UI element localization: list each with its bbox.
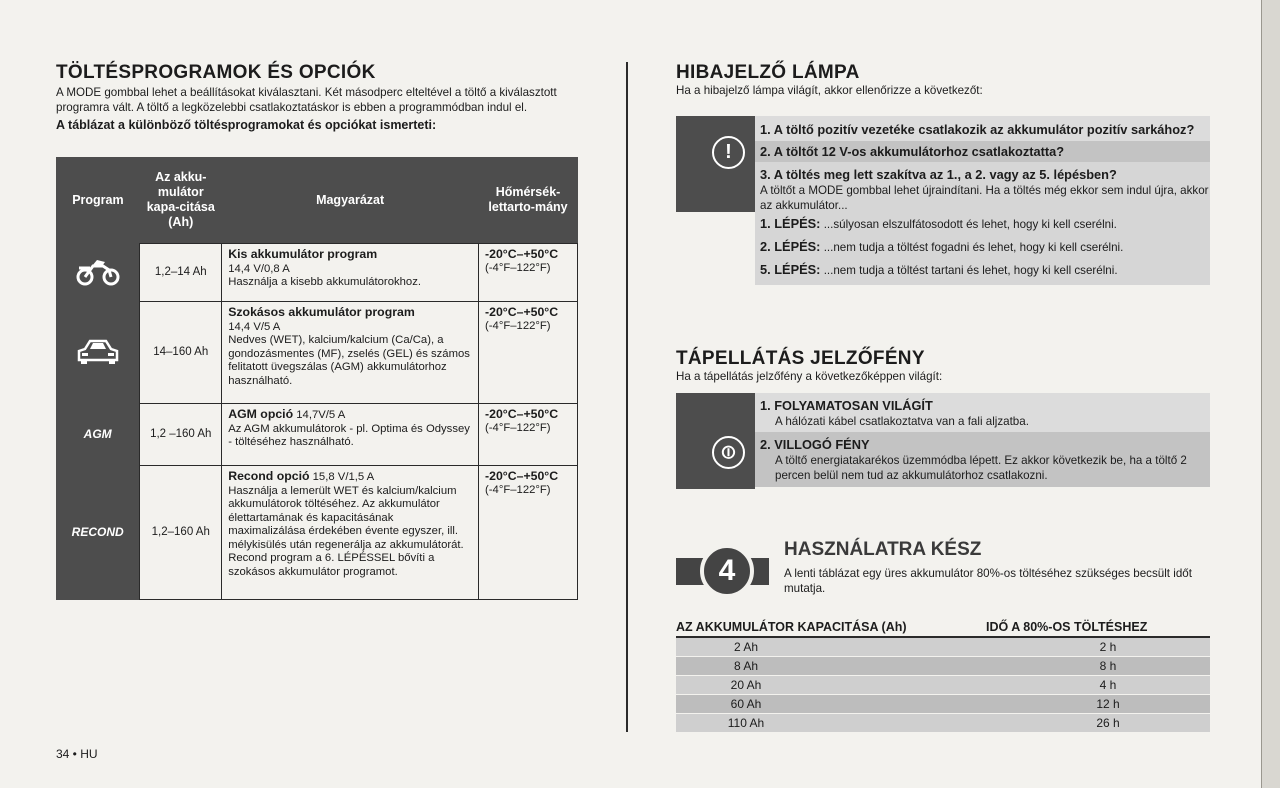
program-label-agm: AGM — [56, 404, 140, 466]
table-row — [56, 244, 578, 302]
step-label: 2. LÉPÉS: — [760, 239, 821, 254]
page-edge — [1261, 0, 1280, 788]
temperature-cell — [479, 404, 578, 466]
row-details: 14,4 V/0,8 A Használja a kisebb akkumulátorokhoz. — [228, 262, 421, 288]
power-item-2-text: A töltő energiatakarékos üzemmódba lépett. Ez akkor következik be, ha a töltő 2 percen belül nem tud az akkumulátorhoz csatlakozni. — [775, 454, 1187, 482]
step-text: ...nem tudja a töltést tartani és lehet, hogy ki kell cserélni. — [823, 264, 1118, 277]
temp-celsius: -20°C–+50°C — [485, 469, 559, 483]
power-lamp-title: TÁPELLÁTÁS JELZŐFÉNY — [676, 348, 925, 369]
table-row — [676, 695, 1210, 714]
power-icon: ⏼ — [712, 436, 745, 469]
ready-text: A lenti táblázat egy üres akkumulátor 80%-os töltéséhez szükséges becsült időt mutatja. — [784, 567, 1192, 595]
program-label-recond: RECOND — [56, 466, 140, 600]
temp-fahrenheit: (-4°F–122°F) — [485, 421, 551, 434]
time-value: 2 h — [986, 637, 1210, 657]
ready-title: HASZNÁLATRA KÉSZ — [784, 539, 982, 560]
check-item-3-text: A töltőt a MODE gombbal lehet újraindítani. Ha a töltés még ekkor sem indul újra, akkor az akkumulátor... — [760, 184, 1209, 212]
capacity-cell: 1,2–14 Ah — [140, 244, 222, 302]
row-details: Az AGM akkumulátorok - pl. Optima és Odyssey - töltéséhez használható. — [228, 422, 470, 448]
table-row — [56, 302, 578, 404]
intro-bold-text: A táblázat a különböző töltésprogramokat és opciókat ismerteti: — [56, 118, 437, 132]
capacity-cell: 1,2 –160 Ah — [140, 404, 222, 466]
time-value: 8 h — [986, 657, 1210, 676]
table-row — [676, 637, 1210, 657]
left-page — [56, 62, 578, 578]
error-lamp-title: HIBAJELZŐ LÁMPA — [676, 62, 860, 83]
capacity-value: 8 Ah — [676, 657, 986, 676]
capacity-value: 20 Ah — [676, 676, 986, 695]
step-text: ...nem tudja a töltést fogadni és lehet, hogy ki kell cserélni. — [823, 241, 1124, 254]
power-item-2-title: 2. VILLOGÓ FÉNY — [760, 437, 870, 452]
right-page — [676, 62, 1210, 730]
table-row — [676, 657, 1210, 676]
capacity-value: 60 Ah — [676, 695, 986, 714]
table-header-row — [56, 157, 578, 244]
step-label: 1. LÉPÉS: — [760, 216, 821, 231]
capacity-cell: 1,2–160 Ah — [140, 466, 222, 600]
row-name-rest: 14,7V/5 A — [293, 409, 346, 421]
power-icon-block — [676, 393, 755, 489]
temperature-cell — [479, 466, 578, 600]
step-row — [755, 213, 1210, 236]
table-row — [56, 466, 578, 600]
error-icon-block — [676, 116, 755, 212]
time-value: 4 h — [986, 676, 1210, 695]
temp-celsius: -20°C–+50°C — [485, 305, 559, 319]
exclamation-icon: ! — [712, 136, 745, 169]
description-cell — [222, 466, 479, 600]
header-temperature: Hőmérsék-lettarto-mány — [479, 157, 578, 244]
header-program: Program — [56, 157, 140, 244]
row-name-rest: 15,8 V/1,5 A — [309, 471, 375, 483]
motorcycle-icon — [75, 256, 121, 286]
header-time: IDŐ A 80%-OS TÖLTÉSHEZ — [986, 618, 1210, 637]
header-description: Magyarázat — [222, 157, 479, 244]
temp-celsius: -20°C–+50°C — [485, 247, 559, 261]
power-lamp-subtitle: Ha a tápellátás jelzőfény a következőképpen világít: — [676, 370, 943, 383]
row-name: Kis akkumulátor program — [228, 247, 378, 261]
error-lamp-subtitle: Ha a hibajelző lámpa világít, akkor ellenőrizze a következőt: — [676, 84, 983, 97]
temp-fahrenheit: (-4°F–122°F) — [485, 483, 551, 496]
check-item-3-title: 3. A töltés meg lett szakítva az 1., a 2. vagy az 5. lépésben? — [760, 167, 1117, 182]
error-checklist — [755, 116, 1210, 285]
charge-time-table — [676, 618, 1210, 732]
row-details: 14,4 V/5 A Nedves (WET), kalcium/kalcium (Ca/Ca), a gondozásmentes (MF), zselés (GEL) és számos felitatott üvegszálas (AGM) akkumulátorhoz használható. — [228, 320, 470, 387]
table-row — [56, 404, 578, 466]
time-value: 12 h — [986, 695, 1210, 714]
program-cell — [56, 302, 140, 404]
intro-text: A MODE gombbal lehet a beállításokat kiválasztani. Két másodperc elteltével a töltő a kiválasztott programra vált. A töltő a legközelebbi csatlakoztatáskor is ebben a programmódban indul el. — [56, 86, 557, 114]
temperature-cell — [479, 302, 578, 404]
error-lamp-box — [676, 116, 1210, 311]
power-item-2 — [755, 432, 1210, 487]
power-item-1-title: 1. FOLYAMATOSAN VILÁGÍT — [760, 398, 933, 413]
capacity-cell: 14–160 Ah — [140, 302, 222, 404]
temp-celsius: -20°C–+50°C — [485, 407, 559, 421]
car-icon — [75, 336, 121, 366]
row-name: Szokásos akkumulátor program — [228, 305, 415, 319]
row-name: Recond opció — [228, 469, 310, 483]
page-spine — [626, 62, 628, 732]
capacity-value: 2 Ah — [676, 637, 986, 657]
temp-fahrenheit: (-4°F–122°F) — [485, 319, 551, 332]
description-cell — [222, 404, 479, 466]
ready-section — [676, 539, 1210, 609]
description-cell — [222, 302, 479, 404]
page-footer: 34 • HU — [56, 747, 98, 761]
power-item-1-text: A hálózati kábel csatlakoztatva van a fali aljzatba. — [775, 415, 1029, 428]
capacity-value: 110 Ah — [676, 714, 986, 733]
step-row — [755, 259, 1210, 285]
section-title: TÖLTÉSPROGRAMOK ÉS OPCIÓK — [56, 62, 376, 83]
step-label: 5. LÉPÉS: — [760, 262, 821, 277]
check-item-3 — [755, 162, 1210, 285]
description-cell — [222, 244, 479, 302]
time-value: 26 h — [986, 714, 1210, 733]
step-text: ...súlyosan elszulfátosodott és lehet, hogy ki kell cserélni. — [823, 218, 1117, 231]
temp-fahrenheit: (-4°F–122°F) — [485, 261, 551, 274]
power-lamp-box — [676, 393, 1210, 489]
row-details: Használja a lemerült WET és kalcium/kalcium akkumulátorok töltéséhez. Az akkumulátor élettartamának és kapacitásának maximalizálása érdekében évente egyszer, ill. mélykisülés után regenerálja az akkumulátorát. Recond program a 6. LÉPÉSSEL bővíti a szokásos akkumulátor programot. — [228, 484, 464, 578]
header-capacity: Az akku-mulátor kapa-citása (Ah) — [140, 157, 222, 244]
step-number-badge: 4 — [700, 544, 754, 598]
power-list — [755, 393, 1210, 487]
table-header-row — [676, 618, 1210, 637]
power-section-header — [676, 348, 1210, 383]
table-row — [676, 714, 1210, 733]
program-table — [56, 157, 578, 600]
row-name: AGM opció — [228, 407, 294, 421]
step-row — [755, 236, 1210, 259]
program-cell — [56, 244, 140, 302]
power-item-1 — [755, 393, 1210, 432]
header-capacity: AZ AKKUMULÁTOR KAPACITÁSA (Ah) — [676, 618, 986, 637]
temperature-cell — [479, 244, 578, 302]
check-item-1: 1. A töltő pozitív vezetéke csatlakozik az akkumulátor pozitív sarkához? — [755, 116, 1210, 141]
check-item-2: 2. A töltőt 12 V-os akkumulátorhoz csatlakoztatta? — [755, 141, 1210, 162]
table-row — [676, 676, 1210, 695]
